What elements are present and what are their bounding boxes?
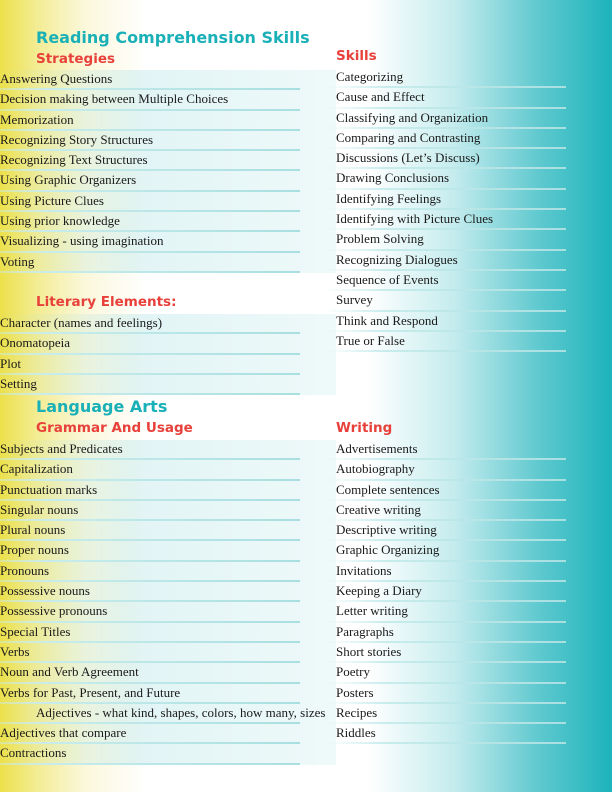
literary-elements-heading: Literary Elements:: [36, 294, 177, 310]
grammar-item-label: Pronouns: [0, 562, 50, 578]
grammar-item: [0, 562, 336, 582]
writing-item-label: Creative writing: [336, 501, 421, 517]
skills-heading: Skills: [336, 48, 377, 64]
adjectives-row-text: [36, 705, 325, 721]
writing-item-label: Poetry: [336, 664, 370, 680]
grammar-item: [0, 460, 336, 480]
skill-item-label: Recognizing Dialogues: [336, 251, 458, 267]
grammar-item: [0, 704, 336, 724]
skill-item-label: Classifying and Organization: [336, 109, 489, 125]
skill-item-label: Comparing and Contrasting: [336, 129, 481, 145]
grammar-item: [0, 724, 336, 744]
skill-item-label: Categorizing: [336, 69, 404, 84]
skill-item-label: Identifying with Picture Clues: [336, 211, 494, 227]
skill-item-label: Drawing Conclusions: [336, 170, 450, 186]
writing-item-label: Invitations: [336, 562, 392, 578]
literary-element-item: [0, 355, 336, 375]
skill-item-label: Cause and Effect: [336, 89, 425, 105]
strategy-item: [0, 171, 336, 191]
grammar-item-label: Noun and Verb Agreement: [0, 664, 139, 680]
strategy-item: [0, 70, 336, 90]
grammar-item: [0, 744, 336, 764]
skill-item-label: Discussions (Let’s Discuss): [336, 150, 480, 166]
skill-item-label: Identifying Feelings: [336, 190, 442, 206]
grammar-item-label: Plural nouns: [0, 522, 66, 538]
skill-item-label: Survey: [336, 292, 373, 308]
strategy-item: [0, 111, 336, 131]
strategies-list: [0, 70, 336, 273]
writing-item-label: Letter writing: [336, 603, 408, 619]
grammar-item: [0, 684, 336, 704]
strategy-item-label: Answering Questions: [0, 71, 113, 86]
grammar-item-label: Subjects and Predicates: [0, 441, 123, 456]
grammar-item-label: Adjectives that compare: [0, 725, 127, 741]
writing-item-label: Recipes: [336, 704, 378, 720]
writing-item-label: Descriptive writing: [336, 522, 437, 538]
grammar-item-label: Contractions: [0, 745, 67, 761]
strategy-item-label: Recognizing Text Structures: [0, 152, 148, 168]
grammar-item-label: Capitalization: [0, 461, 73, 477]
grammar-item: [0, 481, 336, 501]
literary-element-item: [0, 334, 336, 354]
strategies-heading: Strategies: [36, 51, 116, 67]
grammar-list: [0, 440, 336, 765]
writing-item-label: Riddles: [336, 725, 376, 741]
writing-heading: Writing: [336, 420, 393, 436]
grammar-item-label: Special Titles: [0, 623, 71, 639]
writing-item-label: Posters: [336, 684, 374, 700]
literary-element-item-label: Onomatopeia: [0, 335, 71, 351]
skill-item-label: Think and Respond: [336, 312, 438, 328]
literary-elements-list: [0, 314, 336, 395]
language-arts-title: Language Arts: [36, 397, 168, 416]
writing-item-label: Autobiography: [336, 461, 415, 477]
strategy-item: [0, 151, 336, 171]
grammar-item-label: Possessive pronouns: [0, 603, 108, 619]
grammar-item: [0, 501, 336, 521]
skill-item-label: Problem Solving: [336, 231, 424, 247]
grammar-item: [0, 541, 336, 561]
strategy-item: [0, 192, 336, 212]
grammar-item-label: Possessive nouns: [0, 583, 90, 599]
strategy-item-label: Using Graphic Organizers: [0, 172, 137, 188]
strategy-item-label: Visualizing - using imagination: [0, 233, 164, 249]
strategy-item: [0, 212, 336, 232]
grammar-item: [0, 623, 336, 643]
writing-item-label: Advertisements: [336, 441, 418, 456]
strategy-item: [0, 131, 336, 151]
writing-item-label: Graphic Organizing: [336, 542, 440, 558]
reading-comprehension-title: Reading Comprehension Skills: [36, 28, 310, 47]
literary-element-item: [0, 314, 336, 334]
grammar-item-label: Singular nouns: [0, 501, 79, 517]
writing-item-label: Complete sentences: [336, 481, 440, 497]
literary-element-item-label: Setting: [0, 375, 37, 391]
adjectives-note: what kind, shapes, colors, how many, sizes: [102, 704, 326, 720]
strategy-item: [0, 90, 336, 110]
writing-item-label: Paragraphs: [336, 623, 394, 639]
grammar-item: [0, 440, 336, 460]
strategy-item-label: Memorization: [0, 111, 74, 127]
strategy-item-label: Voting: [0, 253, 35, 269]
grammar-item: [0, 602, 336, 622]
grammar-item-label: Verbs: [0, 643, 30, 659]
grammar-item: [0, 521, 336, 541]
grammar-heading: Grammar And Usage: [36, 420, 193, 436]
skill-item-label: True or False: [336, 332, 405, 348]
grammar-item-label: Verbs for Past, Present, and Future: [0, 684, 181, 700]
writing-item-label: Keeping a Diary: [336, 583, 422, 599]
grammar-item-label: Punctuation marks: [0, 481, 98, 497]
strategy-item: [0, 232, 336, 252]
grammar-item: [0, 643, 336, 663]
literary-element-item-label: Plot: [0, 355, 21, 371]
strategy-item-label: Using prior knowledge: [0, 213, 120, 229]
skill-item-label: Sequence of Events: [336, 271, 439, 287]
strategy-item-label: Recognizing Story Structures: [0, 131, 154, 147]
writing-item-label: Short stories: [336, 643, 402, 659]
literary-element-item: [0, 375, 336, 395]
strategy-item-label: Decision making between Multiple Choices: [0, 91, 229, 107]
grammar-item: [0, 582, 336, 602]
literary-element-item-label: Character (names and feelings): [0, 315, 163, 330]
grammar-item-label: Adjectives -: [36, 704, 103, 720]
strategy-item: [0, 253, 336, 273]
grammar-item-label: Proper nouns: [0, 542, 69, 558]
grammar-item: [0, 663, 336, 683]
strategy-item-label: Using Picture Clues: [0, 192, 104, 208]
